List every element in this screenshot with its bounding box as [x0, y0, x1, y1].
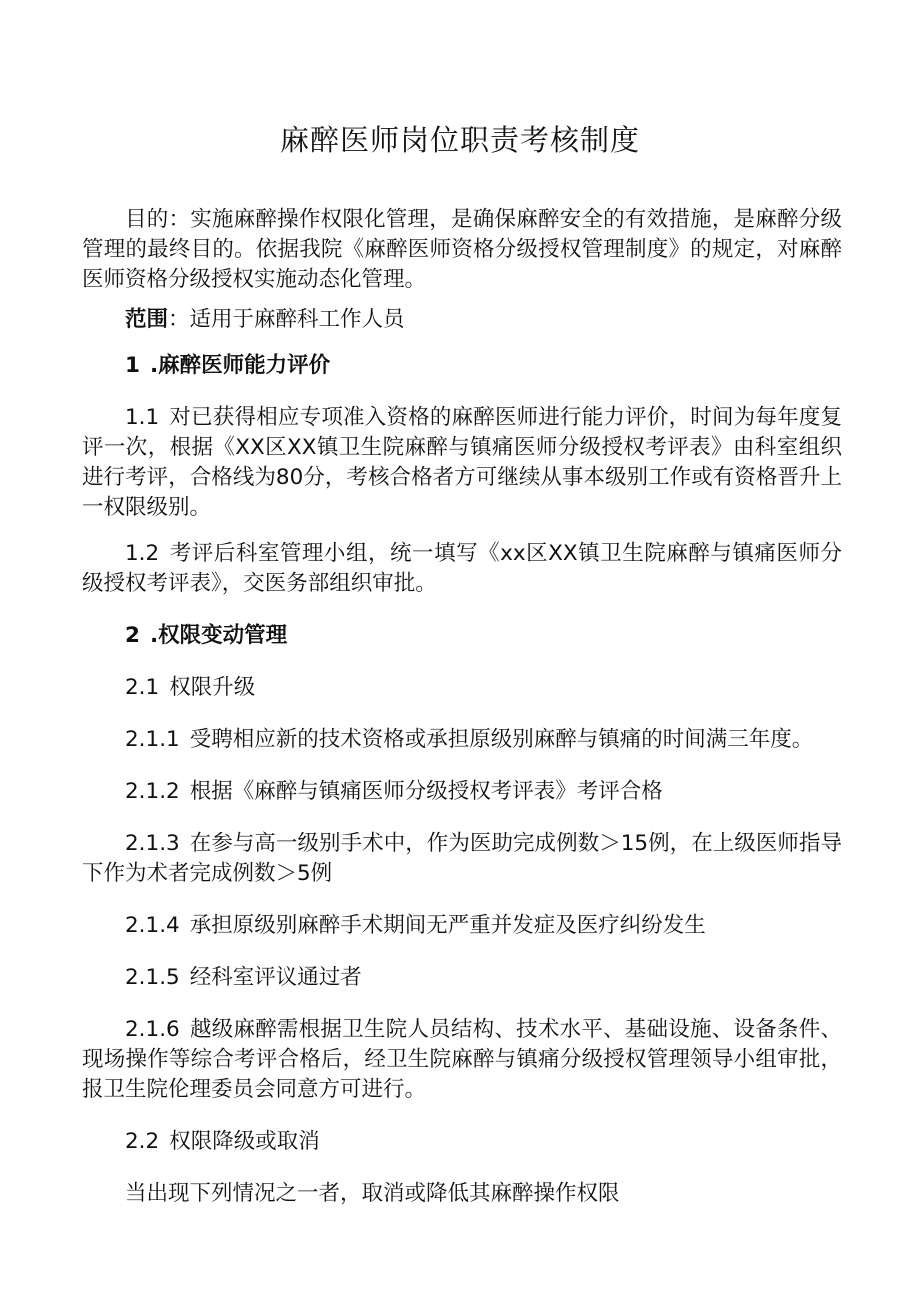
- item-2-1-3-text: 在参与高一级别手术中，作为医助完成例数＞15例，在上级医师指导下作为术者完成例数＞5例: [82, 831, 842, 886]
- section-2-title: .权限变动管理: [149, 623, 288, 648]
- item-2-1-5-number: 2.1.5: [125, 965, 180, 990]
- section-1-title: .麻醉医师能力评价: [149, 353, 331, 378]
- item-2-1-6: [82, 1015, 842, 1105]
- scope-paragraph: [82, 305, 842, 335]
- item-1-1-text: 对已获得相应专项准入资格的麻醉医师进行能力评价，时间为每年度复评一次，根据《XX区XX镇卫生院麻醉与镇痛医师分级授权考评表》由科室组织进行考评，合格线为80分，考核合格者方可继续从事本级别工作或有资格晋升上一权限级别。: [82, 405, 842, 520]
- item-2-2: [82, 1127, 842, 1157]
- item-2-1-1-number: 2.1.1: [125, 727, 180, 752]
- item-2-1-text: 权限升级: [169, 675, 256, 700]
- item-2-1-5: [82, 963, 842, 993]
- item-1-2-text: 考评后科室管理小组，统一填写《xx区XX镇卫生院麻醉与镇痛医师分级授权考评表》，交医务部组织审批。: [82, 541, 842, 596]
- scope-text: ：适用于麻醉科工作人员: [168, 307, 405, 332]
- item-2-1-2: [82, 777, 842, 807]
- document-body: [82, 205, 842, 1231]
- item-1-1: [82, 403, 842, 523]
- item-2-1: [82, 673, 842, 703]
- item-2-2-number: 2.2: [125, 1129, 160, 1154]
- item-2-1-4-number: 2.1.4: [125, 913, 180, 938]
- item-1-1-number: 1.1: [125, 405, 160, 430]
- section-2-number: 2: [125, 623, 140, 648]
- item-2-1-number: 2.1: [125, 675, 160, 700]
- item-2-1-4-text: 承担原级别麻醉手术期间无严重并发症及医疗纠纷发生: [189, 913, 706, 938]
- item-2-1-1: [82, 725, 842, 755]
- section-1-number: 1: [125, 353, 140, 378]
- item-2-1-5-text: 经科室评议通过者: [189, 965, 362, 990]
- item-1-2: [82, 539, 842, 599]
- section-2-heading: [82, 621, 842, 651]
- item-2-1-3-number: 2.1.3: [125, 831, 180, 856]
- item-2-1-2-number: 2.1.2: [125, 779, 180, 804]
- section-1-heading: [82, 351, 842, 381]
- item-2-1-2-text: 根据《麻醉与镇痛医师分级授权考评表》考评合格: [189, 779, 663, 804]
- item-2-1-1-text: 受聘相应新的技术资格或承担原级别麻醉与镇痛的时间满三年度。: [189, 727, 814, 752]
- item-2-1-3: [82, 829, 842, 889]
- item-2-2-text: 权限降级或取消: [169, 1129, 320, 1154]
- last-paragraph: 当出现下列情况之一者，取消或降低其麻醉操作权限: [125, 1181, 620, 1206]
- purpose-paragraph: 目的：实施麻醉操作权限化管理，是确保麻醉安全的有效措施，是麻醉分级管理的最终目的。依据我院《麻醉医师资格分级授权管理制度》的规定，对麻醉医师资格分级授权实施动态化管理。: [82, 207, 842, 292]
- item-2-1-6-number: 2.1.6: [125, 1017, 180, 1042]
- item-2-1-6-text: 越级麻醉需根据卫生院人员结构、技术水平、基础设施、设备条件、现场操作等综合考评合格后，经卫生院麻醉与镇痛分级授权管理领导小组审批，报卫生院伦理委员会同意方可进行。: [82, 1017, 842, 1102]
- item-2-1-4: [82, 911, 842, 941]
- document-title: 麻醉医师岗位职责考核制度: [279, 123, 640, 157]
- scope-label: 范围: [125, 307, 169, 332]
- item-1-2-number: 1.2: [125, 541, 160, 566]
